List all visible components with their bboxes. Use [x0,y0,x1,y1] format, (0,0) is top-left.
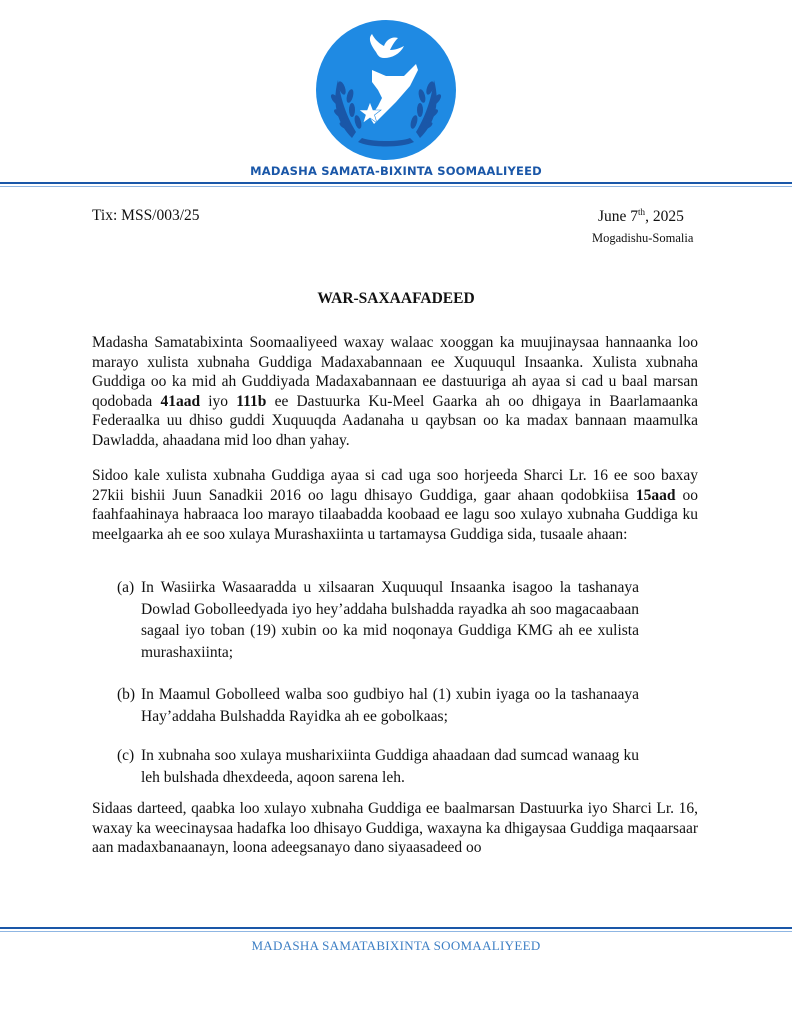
organization-logo [312,18,460,166]
footer-org-name: MADASHA SAMATABIXINTA SOOMAALIYEED [251,938,541,953]
footer-divider-thin [0,931,792,932]
header-divider-thin [0,186,792,187]
list-item-text: In Wasiirka Wasaaradda u xilsaaran Xuquuqul Insaanka isagoo la tashanaya Dowlad Gobolleedyada iyo hey’addaha bulshadda rayadka ah soo magacaabaan sagaal iyo toban (19) xubin oo ka mid noqonaya Guddiga KMG ah ee xulista murashaxiinta; [141,579,639,661]
list-item [117,684,639,727]
emblem-icon [312,18,460,166]
list-item [117,577,639,663]
document-date [598,207,684,226]
bold-article-15: 15aad [635,486,676,504]
bold-article-41: 41aad [160,392,201,410]
document-location: Mogadishu-Somalia [592,231,694,245]
footer-divider [0,927,792,929]
list-marker: (a) [117,579,135,596]
paragraph-2: Sidoo kale xulista xubnaha Guddiga ayaa si cad uga soo horjeeda Sharci Lr. 16 ee soo baxay 27kii bishii Juun Sanadkii 2016 oo lagu dhisayo Guddiga, gaar ahaan qodobkiisa 15aad oo faahfaahinaya habraaca loo marayo tilaabadda koobaad ee lagu soo xulayo xubnaha Guddiga ku meelgaarka ah ee soo xulaya Murashaxiinta u tartamaysa Guddiga sida, tusaale ahaan: [92,467,698,543]
list-marker: (c) [117,747,135,764]
bold-article-111b: 111b [236,392,267,410]
list-item [117,745,639,788]
list-marker: (b) [117,686,136,703]
document-title: WAR-SAXAAFADEED [317,290,475,307]
date-year: , 2025 [645,208,684,226]
date-ordinal: th [638,207,646,217]
paragraph-3: Sidaas darteed, qaabka loo xulayo xubnaha Guddiga ee baalmarsan Dastuurka iyo Sharci Lr. 16, waxay ka weecinaysaa hadafka loo dhisayo Guddiga, waxayna ka dhigaysaa Guddiga maqaarsaar aan madaxbanaanayn, loona adeegsanayo dano siyaasadeed oo [92,800,698,857]
reference-number: Tix: MSS/003/25 [92,207,200,224]
paragraph-1: Madasha Samatabixinta Soomaaliyeed waxay walaac xooggan ka muujinaysaa hannaanka loo marayo xulista xubnaha Guddiga Madaxabannaan ee Xuquuqul Insaanka. Xulista xubnaha Guddiga oo ka mid ah Guddiyada Madaxabannaan ee dastuuriga ah ayaa si cad u baal marsan qodobada 41aad iyo 111b ee Dastuurka Ku-Meel Gaarka ah oo dhigaya in Baarlamaanka Federaalka uu dhiso guddi Xuquuqda Aadanaha u qaybsan oo ka madax bannaan maamulka Dawladda, ahaadana mid loo dhan yahay. [92,334,698,449]
list-item-text: In xubnaha soo xulaya musharixiinta Guddiga ahaadaan dad sumcad wanaag ku leh bulshada dhexdeeda, aqoon sarena leh. [141,747,639,786]
date-day: June 7 [598,208,639,226]
header-divider [0,182,792,184]
list-item-text: In Maamul Gobolleed walba soo gudbiyo hal (1) xubin iyaga oo la tashanaaya Hay’addaha Bulshadda Rayidka ah ee gobolkaas; [141,686,639,725]
header-org-name: MADASHA SAMATA-BIXINTA SOOMAALIYEED [250,164,542,178]
